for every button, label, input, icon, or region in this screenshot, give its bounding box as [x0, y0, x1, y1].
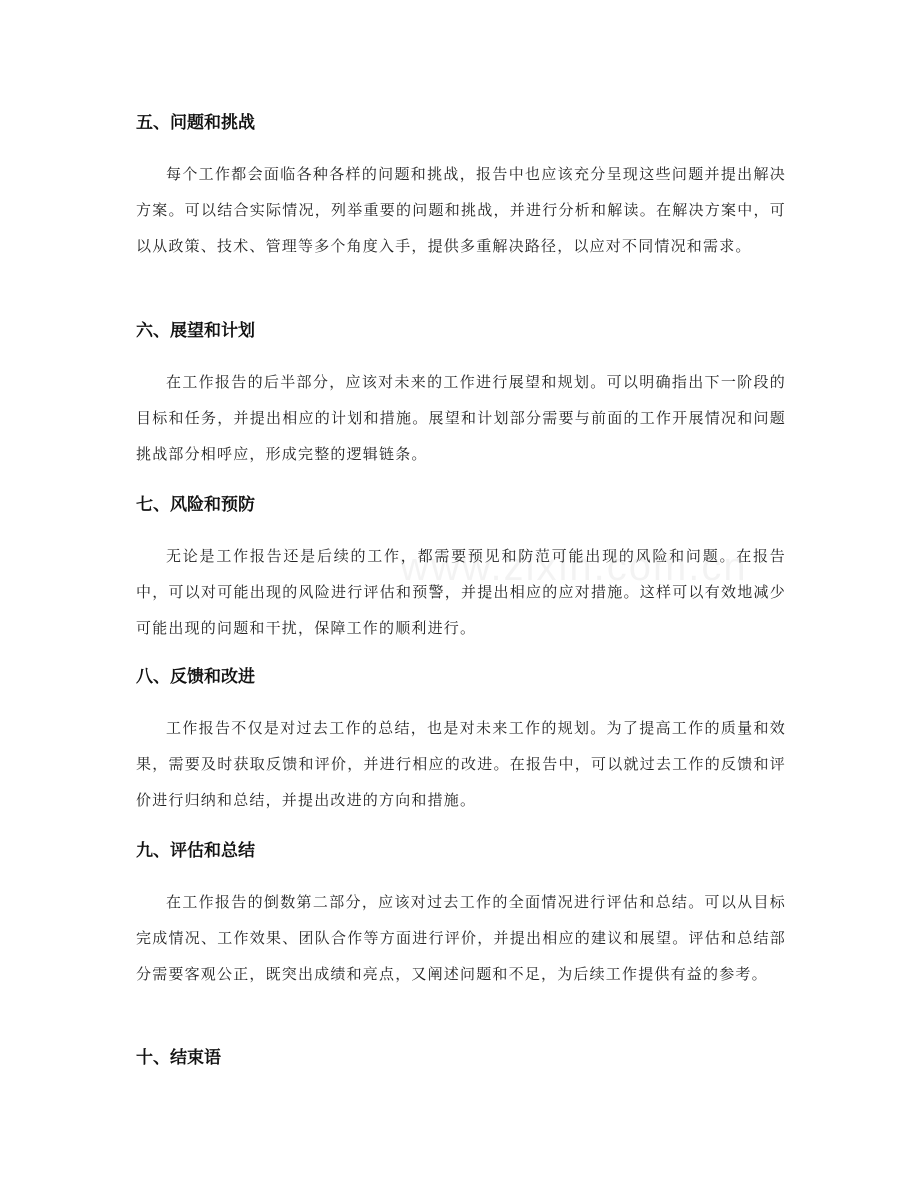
section-8-body: 工作报告不仅是对过去工作的总结，也是对未来工作的规划。为了提高工作的质量和效果，需要及时获取反馈和评价，并进行相应的改进。在报告中，可以就过去工作的反馈和评价进行归纳和总结，并提出改进的方向和措施。 [136, 719, 786, 809]
section-5-body: 每个工作都会面临各种各样的问题和挑战，报告中也应该充分呈现这些问题并提出解决方案。可以结合实际情况，列举重要的问题和挑战，并进行分析和解读。在解决方案中，可以从政策、技术、管理等多个角度入手，提供多重解决路径，以应对不同情况和需求。 [136, 165, 786, 255]
section-9-body: 在工作报告的倒数第二部分，应该对过去工作的全面情况进行评估和总结。可以从目标完成情况、工作效果、团队合作等方面进行评价，并提出相应的建议和展望。评估和总结部分需要客观公正，既突出成绩和亮点，又阐述问题和不足，为后续工作提供有益的参考。 [136, 893, 786, 983]
section-6-title: 六、展望和计划 [136, 321, 255, 341]
section-7-title: 七、风险和预防 [136, 495, 255, 515]
section-6-body: 在工作报告的后半部分，应该对未来的工作进行展望和规划。可以明确指出下一阶段的目标和任务，并提出相应的计划和措施。展望和计划部分需要与前面的工作开展情况和问题挑战部分相呼应，形成完整的逻辑链条。 [136, 373, 786, 463]
section-7-body: 无论是工作报告还是后续的工作，都需要预见和防范可能出现的风险和问题。在报告中，可以对可能出现的风险进行评估和预警，并提出相应的应对措施。这样可以有效地减少可能出现的问题和干扰，保障工作的顺利进行。 [136, 547, 786, 637]
section-5-title: 五、问题和挑战 [136, 113, 255, 133]
section-10-title: 十、结束语 [136, 1048, 221, 1068]
section-8-title: 八、反馈和改进 [136, 667, 255, 687]
section-9-title: 九、评估和总结 [136, 841, 255, 861]
